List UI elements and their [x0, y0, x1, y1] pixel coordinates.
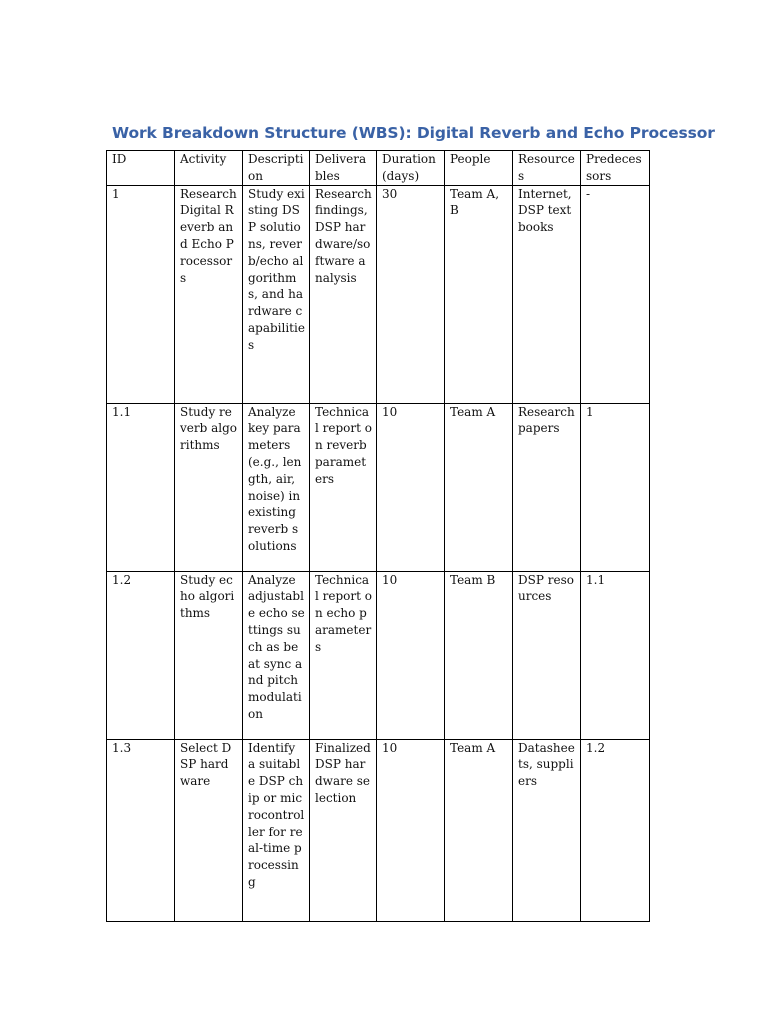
table-row — [107, 571, 650, 739]
cell-predecessors: 1.1 — [581, 571, 650, 739]
cell-deliverables: Technical report on echo parameters — [310, 571, 377, 739]
cell-resources: Datasheets, suppliers — [513, 739, 581, 921]
table-header-row — [107, 151, 650, 186]
cell-resources: Research papers — [513, 403, 581, 571]
cell-deliverables: Research findings, DSP hardware/software analysis — [310, 185, 377, 403]
wbs-table — [106, 150, 650, 922]
cell-duration: 10 — [377, 403, 445, 571]
cell-predecessors: 1.2 — [581, 739, 650, 921]
table-row — [107, 403, 650, 571]
cell-duration: 10 — [377, 739, 445, 921]
cell-people: Team A — [445, 403, 513, 571]
cell-id: 1.1 — [107, 403, 175, 571]
header-id: ID — [107, 151, 175, 186]
cell-description: Identify a suitable DSP chip or microcontroller for real-time processing — [243, 739, 310, 921]
cell-deliverables: Finalized DSP hardware selection — [310, 739, 377, 921]
cell-activity: Select DSP hardware — [175, 739, 243, 921]
document-title: Work Breakdown Structure (WBS): Digital Reverb and Echo Processor — [112, 124, 715, 142]
cell-activity: Study echo algorithms — [175, 571, 243, 739]
cell-resources: DSP resources — [513, 571, 581, 739]
cell-predecessors: - — [581, 185, 650, 403]
cell-duration: 10 — [377, 571, 445, 739]
cell-people: Team A — [445, 739, 513, 921]
header-deliverables: Deliverables — [310, 151, 377, 186]
table-row — [107, 185, 650, 403]
cell-people: Team A, B — [445, 185, 513, 403]
cell-description: Study existing DSP solutions, reverb/echo algorithms, and hardware capabilities — [243, 185, 310, 403]
cell-id: 1 — [107, 185, 175, 403]
table-row — [107, 739, 650, 921]
header-activity: Activity — [175, 151, 243, 186]
cell-id: 1.3 — [107, 739, 175, 921]
cell-description: Analyze adjustable echo settings such as beat sync and pitch modulation — [243, 571, 310, 739]
header-resources: Resources — [513, 151, 581, 186]
cell-activity: Study reverb algorithms — [175, 403, 243, 571]
cell-duration: 30 — [377, 185, 445, 403]
cell-people: Team B — [445, 571, 513, 739]
header-duration: Duration (days) — [377, 151, 445, 186]
cell-predecessors: 1 — [581, 403, 650, 571]
header-people: People — [445, 151, 513, 186]
cell-id: 1.2 — [107, 571, 175, 739]
cell-resources: Internet, DSP textbooks — [513, 185, 581, 403]
cell-description: Analyze key parameters (e.g., length, air, noise) in existing reverb solutions — [243, 403, 310, 571]
cell-deliverables: Technical report on reverb parameters — [310, 403, 377, 571]
cell-activity: Research Digital Reverb and Echo Processors — [175, 185, 243, 403]
header-predecessors: Predecessors — [581, 151, 650, 186]
header-description: Description — [243, 151, 310, 186]
